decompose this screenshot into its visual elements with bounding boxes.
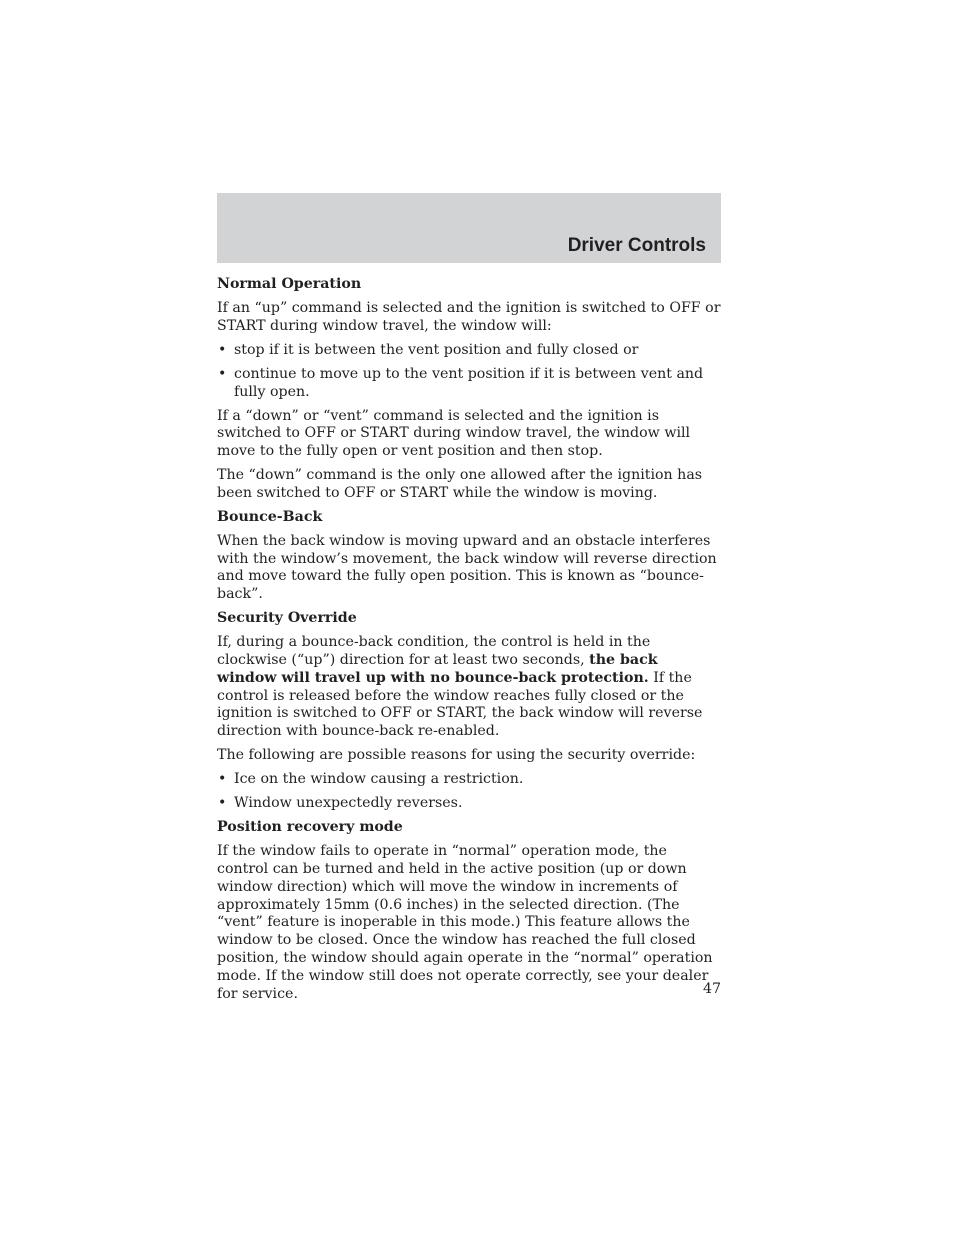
paragraph-normal-operation-intro: If an “up” command is selected and the ignition is switched to OFF or START during window travel, the window will: <box>217 299 721 334</box>
heading-position-recovery: Position recovery mode <box>217 819 403 836</box>
list-item <box>217 366 721 402</box>
bullet-icon: • <box>218 341 227 358</box>
paragraph-position-recovery: If the window fails to operate in “normal” operation mode, the control can be turned and held in the active position (up or down window direction) which will move the window in increments of approximately 15mm (0.6 inches) in the selected direction. (The “vent” feature is inoperable in this mode.) This feature allows the window to be closed. Once the window has reached the full closed position, the window should again operate in the “normal” operation mode. If the window still does not operate correctly, see your dealer for service. <box>217 843 713 1002</box>
page-number: 47 <box>702 981 721 997</box>
heading-normal-operation: Normal Operation <box>217 276 362 292</box>
security-override-warning: the back window will travel up with no bounce-back protection. <box>217 652 658 686</box>
heading-bounce-back: Bounce-Back <box>217 508 323 525</box>
section-header-bar <box>217 193 721 263</box>
bullet-icon: • <box>218 771 227 788</box>
list-item-text: stop if it is between the vent position and fully closed or <box>234 341 639 358</box>
page-content <box>217 276 721 1010</box>
paragraph-security-override <box>217 634 721 741</box>
list-item-text: Ice on the window causing a restriction. <box>234 771 524 788</box>
paragraph-bounce-back: When the back window is moving upward and an obstacle interferes with the window’s movement, the back window will reverse direction and move toward the fully open position. This is known as “bounce-back”. <box>217 532 717 603</box>
list-item <box>217 342 721 360</box>
list-item-text: continue to move up to the vent position if it is between vent and fully open. <box>234 365 704 400</box>
security-override-text-end: If the control is released before the window reaches fully closed or the ignition is switched to OFF or START, the back window will reverse direction with bounce-back re-enabled. <box>217 669 703 740</box>
list-item <box>217 795 721 813</box>
bullet-icon: • <box>218 365 227 382</box>
list-override-reasons <box>217 771 721 813</box>
security-override-text-start: If, during a bounce-back condition, the control is held in the clockwise (“up”) direction for at least two seconds, <box>217 634 651 669</box>
section-title: Driver Controls <box>567 235 706 256</box>
bullet-icon: • <box>218 795 227 812</box>
paragraph-override-reasons-intro: The following are possible reasons for using the security override: <box>217 747 696 764</box>
list-normal-operation <box>217 342 721 402</box>
paragraph-down-command-only: The “down” command is the only one allowed after the ignition has been switched to OFF or START while the window is moving. <box>217 467 703 501</box>
heading-security-override: Security Override <box>217 610 357 627</box>
list-item-text: Window unexpectedly reverses. <box>234 795 463 812</box>
list-item <box>217 771 721 789</box>
paragraph-down-vent-command: If a “down” or “vent” command is selected and the ignition is switched to OFF or START during window travel, the window will move to the fully open or vent position and then stop. <box>217 407 691 460</box>
